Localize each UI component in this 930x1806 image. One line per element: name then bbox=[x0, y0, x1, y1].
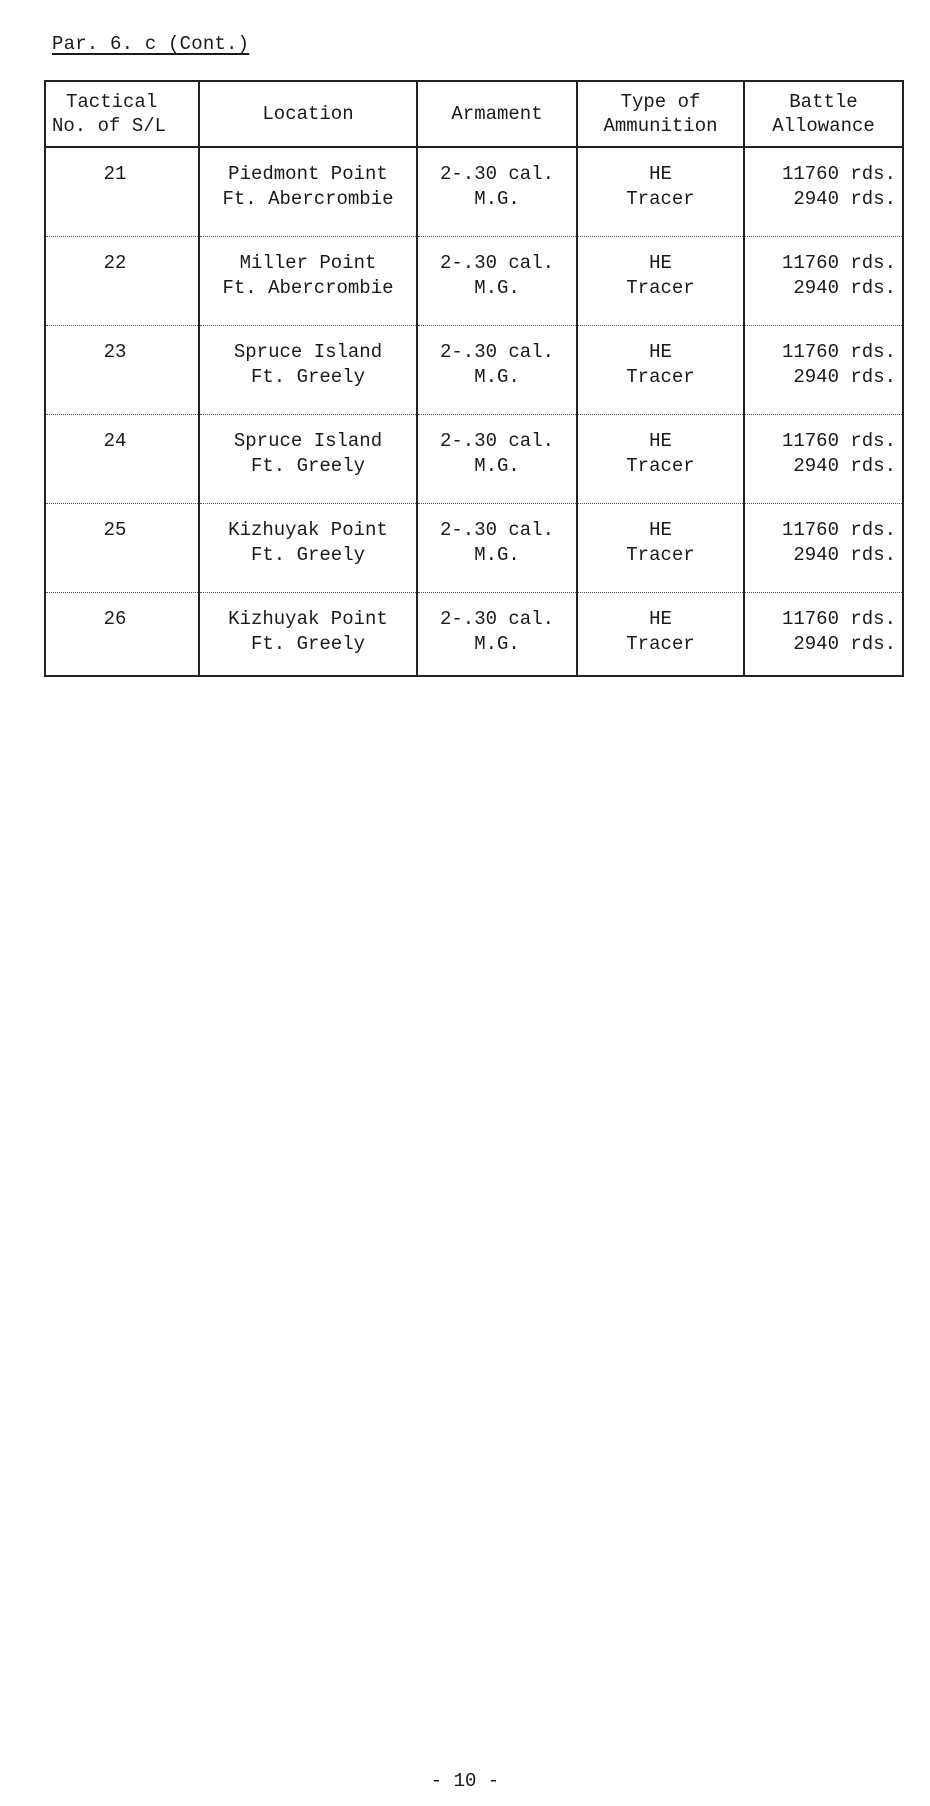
table-header bbox=[45, 81, 903, 147]
type-line-2: Tracer bbox=[626, 544, 695, 566]
cell-tactical bbox=[45, 593, 199, 677]
location-line-1: Spruce Island bbox=[233, 341, 383, 363]
location-line-2: Ft. Greely bbox=[250, 455, 366, 477]
paragraph-heading: Par. 6. c (Cont.) bbox=[52, 33, 250, 55]
cell-armament bbox=[417, 147, 577, 237]
header-tactical-line-1: Tactical bbox=[66, 91, 158, 113]
tactical-number: 22 bbox=[103, 252, 127, 274]
header-armament bbox=[417, 81, 577, 147]
battle-line-1: 11760 rds. bbox=[781, 519, 896, 541]
cell-location bbox=[199, 147, 417, 237]
location-line-2: Ft. Abercrombie bbox=[222, 188, 394, 210]
table-row bbox=[45, 237, 903, 326]
armament-line-2: M.G. bbox=[474, 455, 520, 477]
table-row bbox=[45, 415, 903, 504]
armament-line-1: 2-.30 cal. bbox=[439, 519, 555, 541]
table-row bbox=[45, 504, 903, 593]
type-line-2: Tracer bbox=[626, 633, 695, 655]
header-battle bbox=[744, 81, 903, 147]
header-location bbox=[199, 81, 417, 147]
cell-tactical bbox=[45, 237, 199, 326]
cell-location bbox=[199, 593, 417, 677]
cell-type bbox=[577, 237, 744, 326]
header-battle-line-1: Battle bbox=[789, 91, 858, 113]
battle-line-1: 11760 rds. bbox=[781, 430, 896, 452]
armament-line-2: M.G. bbox=[474, 277, 520, 299]
cell-armament bbox=[417, 415, 577, 504]
header-tactical bbox=[45, 81, 199, 147]
location-line-1: Piedmont Point bbox=[228, 163, 388, 185]
cell-battle bbox=[744, 326, 903, 415]
table-row bbox=[45, 147, 903, 237]
battle-line-2: 2940 rds. bbox=[793, 277, 896, 299]
cell-armament bbox=[417, 326, 577, 415]
type-line-2: Tracer bbox=[626, 366, 695, 388]
armament-line-1: 2-.30 cal. bbox=[439, 430, 555, 452]
header-type bbox=[577, 81, 744, 147]
location-line-2: Ft. Greely bbox=[250, 544, 366, 566]
header-type-line-2: Ammunition bbox=[603, 115, 718, 137]
header-armament-label: Armament bbox=[451, 103, 543, 125]
cell-battle bbox=[744, 237, 903, 326]
table-body bbox=[45, 147, 903, 676]
armament-line-2: M.G. bbox=[474, 188, 520, 210]
armament-line-1: 2-.30 cal. bbox=[439, 252, 555, 274]
battle-line-1: 11760 rds. bbox=[781, 163, 896, 185]
type-line-2: Tracer bbox=[626, 455, 695, 477]
cell-tactical bbox=[45, 504, 199, 593]
cell-type bbox=[577, 415, 744, 504]
tactical-number: 24 bbox=[103, 430, 127, 452]
cell-battle bbox=[744, 415, 903, 504]
cell-armament bbox=[417, 504, 577, 593]
location-line-1: Kizhuyak Point bbox=[228, 519, 388, 541]
location-line-2: Ft. Greely bbox=[250, 633, 366, 655]
battle-line-2: 2940 rds. bbox=[793, 188, 896, 210]
location-line-2: Ft. Greely bbox=[250, 366, 366, 388]
battle-line-2: 2940 rds. bbox=[793, 544, 896, 566]
armament-line-1: 2-.30 cal. bbox=[439, 608, 555, 630]
battle-line-1: 11760 rds. bbox=[781, 252, 896, 274]
table-row bbox=[45, 593, 903, 677]
location-line-1: Spruce Island bbox=[233, 430, 383, 452]
armament-line-2: M.G. bbox=[474, 544, 520, 566]
armament-line-1: 2-.30 cal. bbox=[439, 341, 555, 363]
header-location-label: Location bbox=[262, 103, 354, 125]
cell-armament bbox=[417, 237, 577, 326]
tactical-number: 21 bbox=[103, 163, 127, 185]
armament-line-2: M.G. bbox=[474, 633, 520, 655]
tactical-number: 26 bbox=[103, 608, 127, 630]
cell-battle bbox=[744, 504, 903, 593]
header-row bbox=[45, 81, 903, 147]
battle-line-2: 2940 rds. bbox=[793, 633, 896, 655]
location-line-1: Kizhuyak Point bbox=[228, 608, 388, 630]
cell-type bbox=[577, 326, 744, 415]
cell-tactical bbox=[45, 415, 199, 504]
location-line-2: Ft. Abercrombie bbox=[222, 277, 394, 299]
cell-tactical bbox=[45, 147, 199, 237]
type-line-1: HE bbox=[649, 430, 672, 452]
battle-line-1: 11760 rds. bbox=[781, 608, 896, 630]
header-tactical-line-2: No. of S/L bbox=[52, 115, 167, 137]
armament-line-1: 2-.30 cal. bbox=[439, 163, 555, 185]
type-line-1: HE bbox=[649, 341, 672, 363]
header-type-line-1: Type of bbox=[620, 91, 701, 113]
cell-location bbox=[199, 415, 417, 504]
battle-line-2: 2940 rds. bbox=[793, 366, 896, 388]
cell-armament bbox=[417, 593, 577, 677]
location-line-1: Miller Point bbox=[239, 252, 377, 274]
cell-location bbox=[199, 326, 417, 415]
cell-tactical bbox=[45, 326, 199, 415]
type-line-2: Tracer bbox=[626, 277, 695, 299]
armament-line-2: M.G. bbox=[474, 366, 520, 388]
tactical-number: 25 bbox=[103, 519, 127, 541]
cell-battle bbox=[744, 147, 903, 237]
type-line-1: HE bbox=[649, 252, 672, 274]
type-line-1: HE bbox=[649, 519, 672, 541]
battle-line-1: 11760 rds. bbox=[781, 341, 896, 363]
battle-line-2: 2940 rds. bbox=[793, 455, 896, 477]
cell-location bbox=[199, 237, 417, 326]
cell-type bbox=[577, 593, 744, 677]
cell-battle bbox=[744, 593, 903, 677]
type-line-1: HE bbox=[649, 608, 672, 630]
cell-location bbox=[199, 504, 417, 593]
table-row bbox=[45, 326, 903, 415]
type-line-1: HE bbox=[649, 163, 672, 185]
battle-allowance-table bbox=[44, 80, 904, 677]
header-battle-line-2: Allowance bbox=[772, 115, 875, 137]
type-line-2: Tracer bbox=[626, 188, 695, 210]
cell-type bbox=[577, 147, 744, 237]
cell-type bbox=[577, 504, 744, 593]
page-number: - 10 - bbox=[430, 1770, 500, 1792]
tactical-number: 23 bbox=[103, 341, 127, 363]
